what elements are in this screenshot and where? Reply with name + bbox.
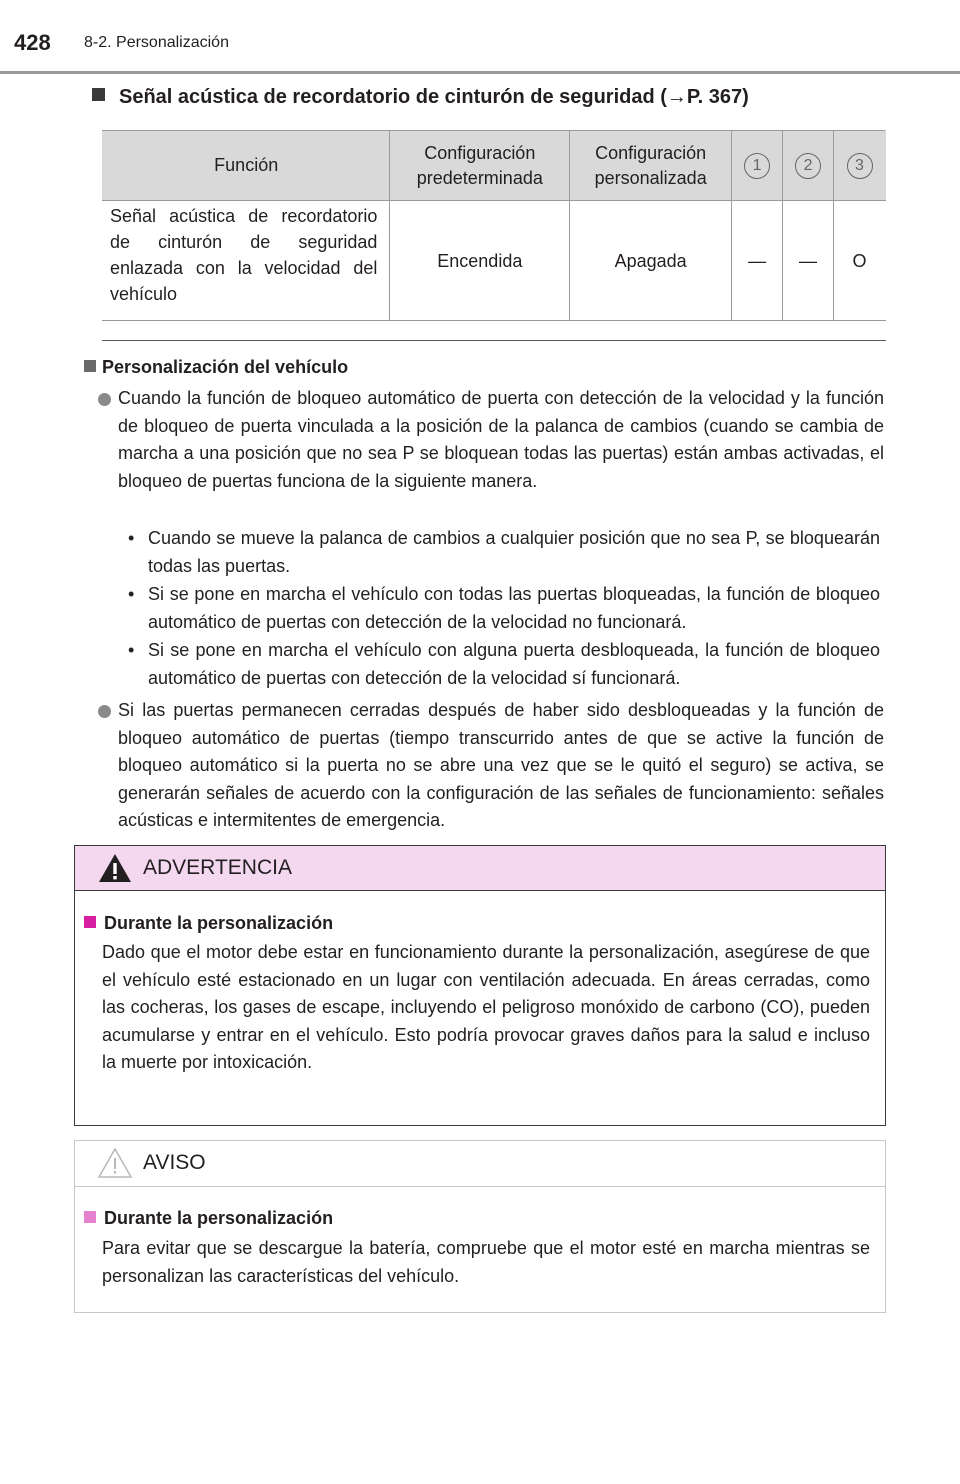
cell-function: Señal acústica de recordatorio de cinturón de seguridad enlazada con la velocidad del vehículo [103, 201, 390, 321]
customization-table [102, 130, 886, 321]
circle-bullet-icon [98, 393, 111, 406]
list-item [98, 385, 884, 495]
cell-c1: — [732, 201, 783, 321]
square-bullet-icon [84, 1211, 96, 1223]
square-bullet-icon [84, 916, 96, 928]
header-circle-3 [834, 131, 886, 201]
notice-box [74, 1140, 886, 1313]
dot-bullet-icon: • [128, 640, 135, 660]
warning-subheading: Durante la personalización [84, 913, 333, 934]
circle-number-1: 1 [744, 153, 770, 179]
sub-list-item-text: Si se pone en marcha el vehículo con todas las puertas bloqueadas, la función de bloqueo automático de puertas con detección de la velocidad no funcionará. [148, 584, 880, 632]
square-bullet-icon [92, 88, 105, 101]
list-item-text: Cuando la función de bloqueo automático de puerta con detección de la velocidad y la función de bloqueo de puerta vinculada a la posición de la palanca de cambios (cuando se cambia de marcha a una posición que no sea P se bloquean todas las puertas) están ambas activadas, el bloqueo de puertas funciona de la siguiente manera. [118, 388, 884, 491]
notice-subheading: Durante la personalización [84, 1208, 333, 1229]
section-heading [92, 86, 749, 109]
section-title: 8-2. Personalización [84, 34, 229, 51]
circle-bullet-icon [98, 705, 111, 718]
circle-number-2: 2 [795, 153, 821, 179]
notice-header [75, 1141, 885, 1187]
warning-header [75, 846, 885, 891]
warning-text: Dado que el motor debe estar en funcionamiento durante la personalización, asegúrese de que el vehículo esté estacionado en un lugar con ventilación adecuada. En áreas cerradas, como las cocheras, los gases de escape, incluyendo el peligroso monóxido de carbono (CO), pueden acumularse y entrar en el vehículo. Esto podría provocar graves daños para la salud e incluso la muerte por intoxicación. [102, 942, 870, 1072]
sub-list-item-text: Cuando se mueve la palanca de cambios a cualquier posición que no sea P, se bloquearán todas las puertas. [148, 528, 880, 576]
table-row [103, 201, 886, 321]
cell-custom: Apagada [570, 201, 732, 321]
circle-number-3: 3 [847, 153, 873, 179]
sub-list-item [128, 637, 880, 692]
notice-title: AVISO [143, 1151, 206, 1174]
subheading-text: Personalización del vehículo [102, 357, 349, 377]
list-item-text: Si las puertas permanecen cerradas después de haber sido desbloqueadas y la función de bloqueo automático de puertas (tiempo transcurrido antes de que se active la función de bloqueo automático si la puerta no se abre una vez que se le quitó el seguro) se activa, se generarán señales de acuerdo con la configuración de las señales de funcionamiento: señales acústicas e intermitentes de emergencia. [118, 700, 884, 830]
cell-c2: — [783, 201, 834, 321]
page-number: 428 [14, 30, 51, 55]
header-circle-2 [783, 131, 834, 201]
heading-text: Señal acústica de recordatorio de cinturón de seguridad (→P. 367) [119, 86, 749, 108]
header-function: Función [103, 131, 390, 201]
warning-triangle-icon [97, 852, 133, 884]
notice-text: Para evitar que se descargue la batería, compruebe que el motor esté en marcha mientras se personalizan las características del vehículo. [102, 1238, 870, 1286]
header-custom: Configuración personalizada [570, 131, 732, 201]
cell-c3: O [834, 201, 886, 321]
caution-triangle-icon [97, 1147, 133, 1179]
dot-bullet-icon: • [128, 528, 135, 548]
table-header-row [103, 131, 886, 201]
warning-box [74, 845, 886, 1126]
header-circle-1 [732, 131, 783, 201]
subheading [84, 357, 348, 378]
header-default: Configuración predeterminada [390, 131, 570, 201]
sub-list-item [128, 525, 880, 580]
list-item [98, 697, 884, 835]
warning-title: ADVERTENCIA [143, 856, 292, 879]
sub-list-item-text: Si se pone en marcha el vehículo con alguna puerta desbloqueada, la función de bloqueo automático de puertas con detección de la velocidad sí funcionará. [148, 640, 880, 688]
sub-list-item [128, 581, 880, 636]
cell-default: Encendida [390, 201, 570, 321]
dot-bullet-icon: • [128, 584, 135, 604]
section-divider [102, 340, 886, 341]
header-divider [0, 71, 960, 74]
square-bullet-icon [84, 360, 96, 372]
